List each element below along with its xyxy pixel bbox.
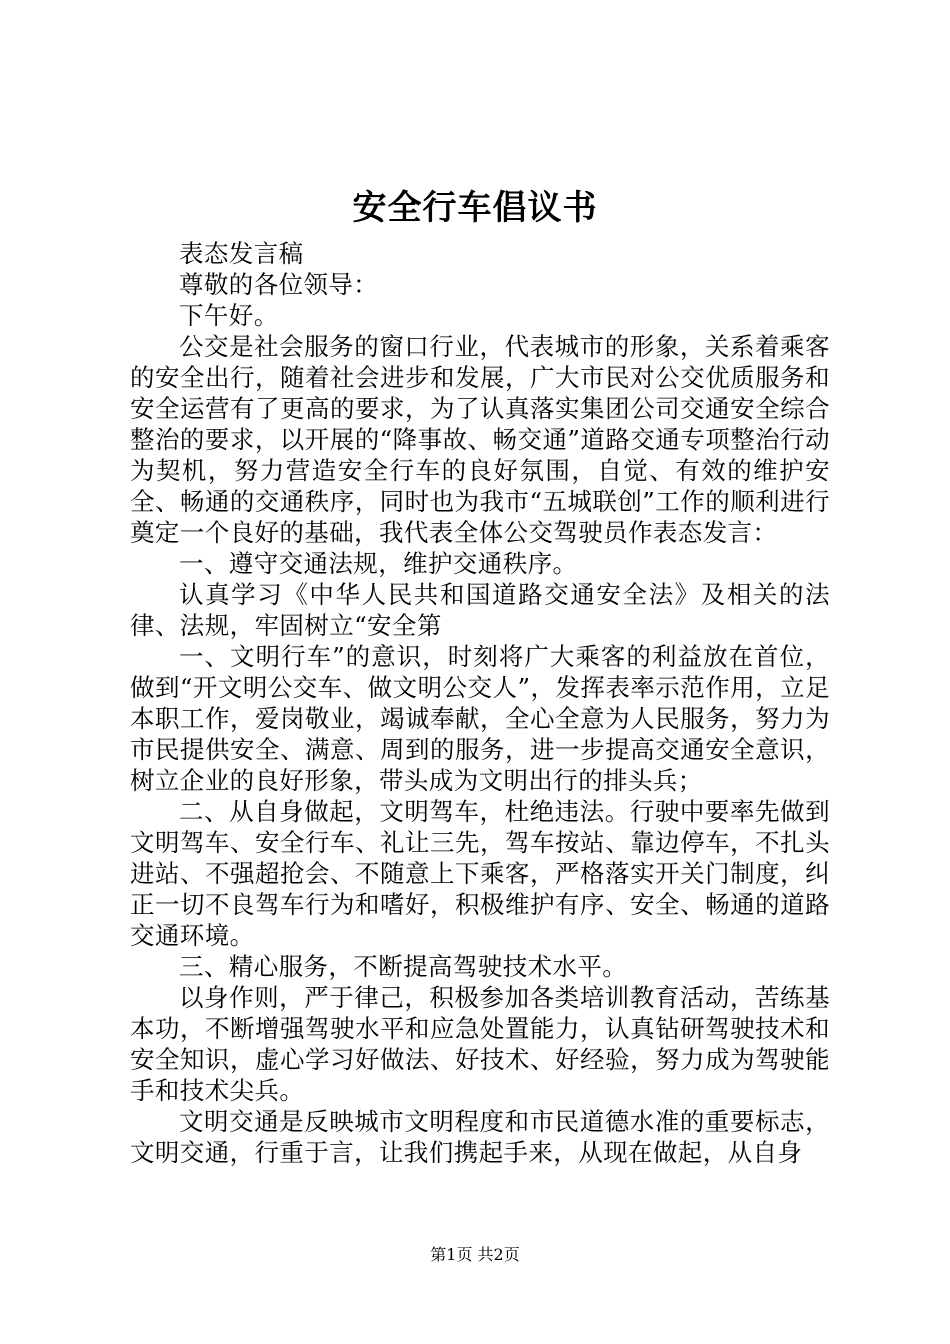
paragraph-section-1-heading: 一、遵守交通法规，维护交通秩序。	[179, 549, 578, 578]
paragraph-section-3-heading: 三、精心服务，不断提高驾驶技术水平。	[179, 952, 628, 981]
document-body	[130, 238, 830, 1168]
paragraph-intro: 公交是社会服务的窗口行业，代表城市的形象，关系着乘客的安全出行，随着社会进步和发展，广大市民对公交优质服务和安全运营有了更高的要求，为了认真落实集团公司交通安全综合整治的要求，以开展的“降事故、畅交通”道路交通专项整治行动为契机，努力营造安全行车的良好氛围，自觉、有效的维护安全、畅通的交通秩序，同时也为我市“五城联创”工作的顺利进行奠定一个良好的基础，我代表全体公交驾驶员作表态发言：	[130, 332, 830, 547]
paragraph-section-1-body: 认真学习《中华人民共和国道路交通安全法》及相关的法律、法规，牢固树立“安全第	[130, 580, 830, 640]
paragraph-section-1-continued: 一、文明行车”的意识，时刻将广大乘客的利益放在首位，做到“开文明公交车、做文明公交人”，发挥表率示范作用，立足本职工作，爱岗敬业，竭诚奉献，全心全意为人民服务，努力为市民提供安全、满意、周到的服务，进一步提高交通安全意识，树立企业的良好形象，带头成为文明出行的排头兵；	[130, 642, 830, 795]
paragraph-closing: 文明交通是反映城市文明程度和市民道德水准的重要标志，文明交通，行重于言，让我们携起手来，从现在做起，从自身	[130, 1107, 830, 1167]
paragraph-section-3-body: 以身作则，严于律己，积极参加各类培训教育活动，苦练基本功，不断增强驾驶水平和应急处置能力，认真钻研驾驶技术和安全知识，虚心学习好做法、好技术、好经验，努力成为驾驶能手和技术尖兵。	[130, 983, 830, 1105]
page-number-footer: 第1页 共2页	[430, 1245, 520, 1264]
document-title: 安全行车倡议书	[352, 188, 598, 228]
paragraph-greeting: 下午好。	[179, 301, 279, 330]
paragraph-section-2: 二、从自身做起，文明驾车，杜绝违法。行驶中要率先做到文明驾车、安全行车、礼让三先，驾车按站、靠边停车，不扎头进站、不强超抢会、不随意上下乘客，严格落实开关门制度，纠正一切不良驾车行为和嗜好，积极维护有序、安全、畅通的道路交通环境。	[130, 797, 830, 950]
paragraph-heading-label: 表态发言稿	[179, 239, 304, 268]
paragraph-salutation: 尊敬的各位领导：	[179, 270, 379, 299]
